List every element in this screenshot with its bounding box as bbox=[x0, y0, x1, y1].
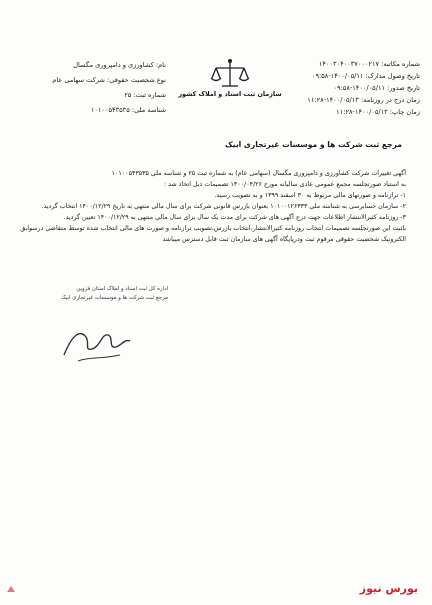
decorative-corner-icon bbox=[6, 585, 16, 593]
letter-number: شماره مکاتبه: ۱۴۰۰۳۰۴۰۰۳۷۰۰۰۲۱۷ bbox=[318, 60, 420, 68]
notice-line: ۱- ترازنامه و صورتهای مالی مربوط به ۳۰ اسفند ۱۳۹۹ و به تصویب رسید. bbox=[214, 192, 406, 199]
justice-scales-emblem-icon bbox=[200, 56, 260, 106]
notice-line: ۲- سازمان حسابرسی به شناسه ملی ۱۰۱۰۰۱۲۶۳۳۳ بعنوان بازرس قانونی شرکت برای سال مالی منتهی به تاریخ ۱۴۰۰/۱۲/۲۹ انتخاب گردید. bbox=[41, 203, 406, 210]
recipient-authority: مرجع ثبت شرکت ها و موسسات غیرتجاری ابیک bbox=[224, 140, 402, 149]
stamp-line: مرجع ثبت شرکت ها و موسسات غیرتجاری ابیک bbox=[61, 295, 168, 301]
newspaper-date: زمان درج در روزنامه: ۱۴۰۰/۰۵/۱۳-۱۱:۲۸ bbox=[307, 96, 420, 104]
handwritten-signature bbox=[58, 315, 138, 371]
company-info bbox=[26, 58, 166, 118]
issue-date: تاریخ صدور: ۱۴۰۰/۰۵/۱۱-۰۹:۵۸ bbox=[333, 84, 420, 92]
company-name: نام: کشاورزی و دامپروری مگسال bbox=[73, 61, 166, 69]
authority-title: سازمان ثبت اسناد و املاک کشور bbox=[178, 90, 282, 98]
notice-line: باثبت این صورتجلسه تصمیمات انتخاب روزنامه کثیرالانتشار،انتخاب بازرس،تصویب ترازنامه و صورت های مالی انتخاب شده توسط متقاضی درسوابق bbox=[20, 225, 406, 232]
notice-body bbox=[14, 168, 406, 245]
doc-receipt-date: تاریخ وصول مدارک: ۱۴۰۰/۰۵/۱۱-۰۹:۵۸ bbox=[311, 72, 420, 80]
company-legal-type: نوع شخصیت حقوقی: شرکت سهامی عام bbox=[52, 76, 166, 84]
letter-metadata bbox=[270, 58, 420, 118]
company-national-id: شناسه ملی: ۱۰۱۰۰۵۴۳۵۳۵ bbox=[90, 106, 166, 114]
office-stamp bbox=[48, 285, 168, 303]
print-time: زمان چاپ: ۱۴۰۰/۰۵/۱۳-۱۱:۲۸ bbox=[336, 108, 420, 116]
notice-line: الکترونیک شخصیت حقوقی مرقوم ثبت ودرپایگاه آگهی های سازمان ثبت قابل دسترس میباشد bbox=[162, 236, 406, 243]
notice-line: به استناد صورتجلسه مجمع عمومی عادی سالیانه مورخ ۱۴۰۰/۰۴/۲۶ تصمیمات ذیل اتخاذ شد : bbox=[163, 181, 406, 188]
notice-line: آگهی تغییرات شرکت کشاورزی و دامپروری مگسال (سهامی عام) به شماره ثبت ۲۵ و شناسه ملی ۱۰۱۰۰۵۴۳۵۳۵ bbox=[111, 170, 406, 177]
brand-watermark: بورس نیوز bbox=[359, 582, 418, 595]
stamp-line: اداره کل ثبت اسناد و املاک استان قزوین bbox=[76, 286, 168, 292]
company-registration-no: شماره ثبت: ۲۵ bbox=[124, 91, 166, 99]
notice-line: ۳- روزنامه کثیرالانتشار اطلاعات جهت درج آگهی های شرکت برای مدت یک سال برای سال مالی منتهی به ۱۴۰۰/۱۲/۲۹ تعیین گردید. bbox=[63, 214, 406, 221]
